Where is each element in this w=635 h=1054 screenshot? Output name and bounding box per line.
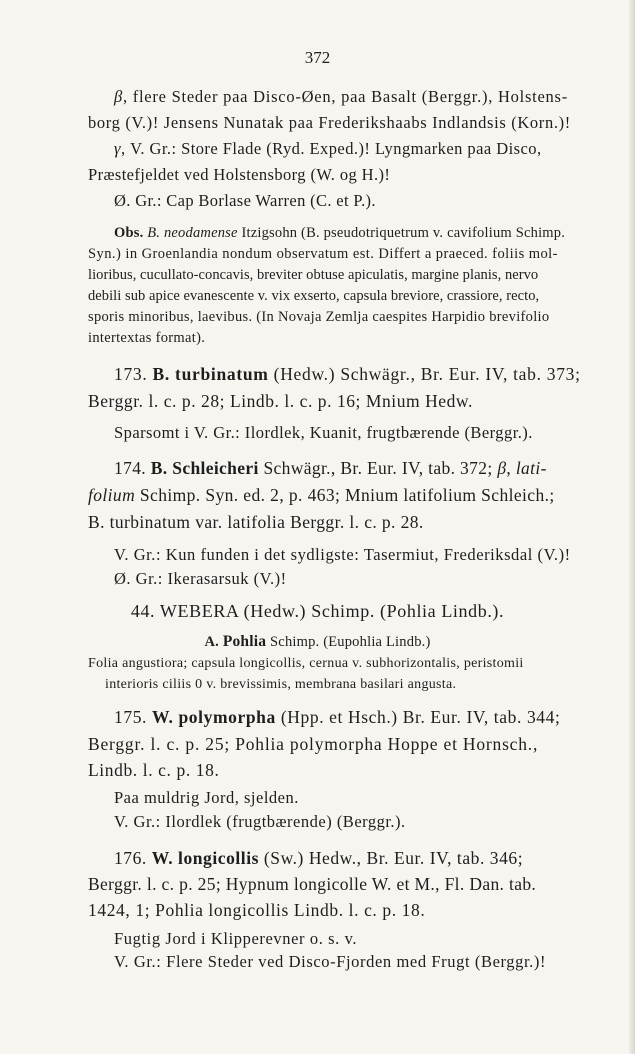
entry-175-line-3: Lindb. l. c. p. 18.	[88, 760, 220, 780]
entry-175-line-1	[114, 707, 560, 728]
entry-174-species: B. Schleicheri	[150, 458, 259, 478]
beta-symbol: β	[114, 87, 123, 106]
obs-line-1-text: Itzigsohn (B. pseudotriquetrum v. cavifolium Schimp.	[237, 225, 566, 241]
page-edge-shadow	[629, 0, 635, 1054]
gamma-symbol: γ	[114, 139, 121, 158]
page-number: 372	[304, 48, 331, 67]
beta-line-1-text: , flere Steder paa Disco-Øen, paa Basalt (Berggr.), Holstens-	[122, 87, 568, 106]
entry-176-locality: V. Gr.: Flere Steder ved Disco-Fjorden med Frugt (Berggr.)!	[114, 952, 547, 971]
entry-174-line-3: B. turbinatum var. latifolia Berggr. l. c. p. 28.	[88, 512, 424, 532]
obs-line-1	[114, 225, 565, 242]
beta-symbol-174: β	[497, 458, 507, 478]
entry-174-line-1	[114, 458, 547, 479]
obs-line-3: lioribus, cucullato-concavis, breviter obtuse apiculatis, margine planis, nervo	[88, 267, 539, 283]
obs-line-5: sporis minoribus, laevibus. (In Novaja Zemlja caespites Harpidio brevifolio	[88, 309, 550, 325]
section-description-1: Folia angustiora; capsula longicollis, cernua v. subhorizontalis, peristomii	[88, 656, 524, 671]
entry-176-line-2: Berggr. l. c. p. 25; Hypnum longicolle W. et M., Fl. Dan. tab.	[88, 874, 537, 894]
entry-176-line-1	[114, 848, 523, 869]
section-letter: A.	[204, 634, 219, 650]
entry-176-line-3: 1424, 1; Pohlia longicollis Lindb. l. c. p. 18.	[88, 900, 426, 920]
entry-176-habitat: Fugtig Jord i Klipperevner o. s. v.	[114, 929, 358, 948]
section-name: Pohlia	[222, 633, 267, 650]
gamma-line-2: Præstefjeldet ved Holstensborg (W. og H.)!	[88, 165, 391, 184]
entry-173-line-2: Berggr. l. c. p. 28; Lindb. l. c. p. 16; Mnium Hedw.	[88, 391, 473, 411]
entry-176-species: W. longicollis	[151, 848, 259, 868]
entry-175-line-2: Berggr. l. c. p. 25; Pohlia polymorpha Hoppe et Hornsch.,	[88, 734, 539, 754]
east-greenland-line: Ø. Gr.: Cap Borlase Warren (C. et P.).	[114, 191, 376, 210]
obs-species: B. neodamense	[147, 225, 238, 241]
entry-173-citation: (Hedw.) Schwägr., Br. Eur. IV, tab. 373;	[268, 364, 581, 384]
beta-line-1	[114, 87, 568, 107]
entry-174-locality-east: Ø. Gr.: Ikerasarsuk (V.)!	[114, 569, 287, 588]
gamma-line-1	[114, 139, 542, 159]
obs-line-6: intertextas format).	[88, 330, 206, 346]
entry-174-locality-west: V. Gr.: Kun funden i det sydligste: Tasermiut, Frederiksdal (V.)!	[114, 545, 571, 564]
entry-175-citation: (Hpp. et Hsch.) Br. Eur. IV, tab. 344;	[275, 707, 561, 727]
entry-174-citation: Schwägr., Br. Eur. IV, tab. 372;	[258, 458, 498, 478]
entry-175-species: W. polymorpha	[152, 707, 276, 727]
entry-175-locality: V. Gr.: Ilordlek (frugtbærende) (Berggr.).	[114, 812, 406, 831]
entry-174-line-2	[88, 485, 555, 506]
genus-heading: 44. WEBERA (Hedw.) Schimp. (Pohlia Lindb.).	[130, 601, 505, 621]
entry-176-number: 176.	[114, 848, 147, 868]
entry-174-line-2-text: Schimp. Syn. ed. 2, p. 463; Mnium latifolium Schleich.;	[135, 485, 555, 505]
entry-174-comma: ,	[506, 458, 516, 478]
entry-173-species: B. turbinatum	[152, 364, 269, 384]
section-authority: Schimp. (Eupohlia Lindb.)	[266, 634, 431, 650]
obs-line-4: debili sub apice evanescente v. vix exserto, capsula breviore, crassiore, recto,	[88, 288, 540, 304]
section-description-2: interioris ciliis 0 v. brevissimis, membrana basilari angusta.	[105, 677, 457, 692]
entry-173-number: 173.	[114, 364, 148, 384]
entry-176-citation: (Sw.) Hedw., Br. Eur. IV, tab. 346;	[258, 848, 524, 868]
entry-175-number: 175.	[114, 707, 148, 727]
entry-175-habitat: Paa muldrig Jord, sjelden.	[114, 788, 299, 807]
entry-174-variety-cont: folium	[88, 485, 136, 505]
entry-174-number: 174.	[114, 458, 147, 478]
obs-line-2: Syn.) in Groenlandia nondum observatum est. Differt a praeced. foliis mol-	[88, 246, 558, 262]
section-subheading	[0, 633, 635, 651]
gamma-line-1-text: , V. Gr.: Store Flade (Ryd. Exped.)! Lyngmarken paa Disco,	[120, 139, 542, 158]
beta-line-2: borg (V.)! Jensens Nunatak paa Frederikshaabs Indlandsis (Korn.)!	[88, 113, 571, 132]
entry-174-variety: lati-	[515, 458, 547, 478]
obs-label: Obs.	[114, 225, 144, 241]
entry-173-locality: Sparsomt i V. Gr.: Ilordlek, Kuanit, frugtbærende (Berggr.).	[114, 423, 533, 442]
entry-173-line-1	[114, 364, 581, 385]
